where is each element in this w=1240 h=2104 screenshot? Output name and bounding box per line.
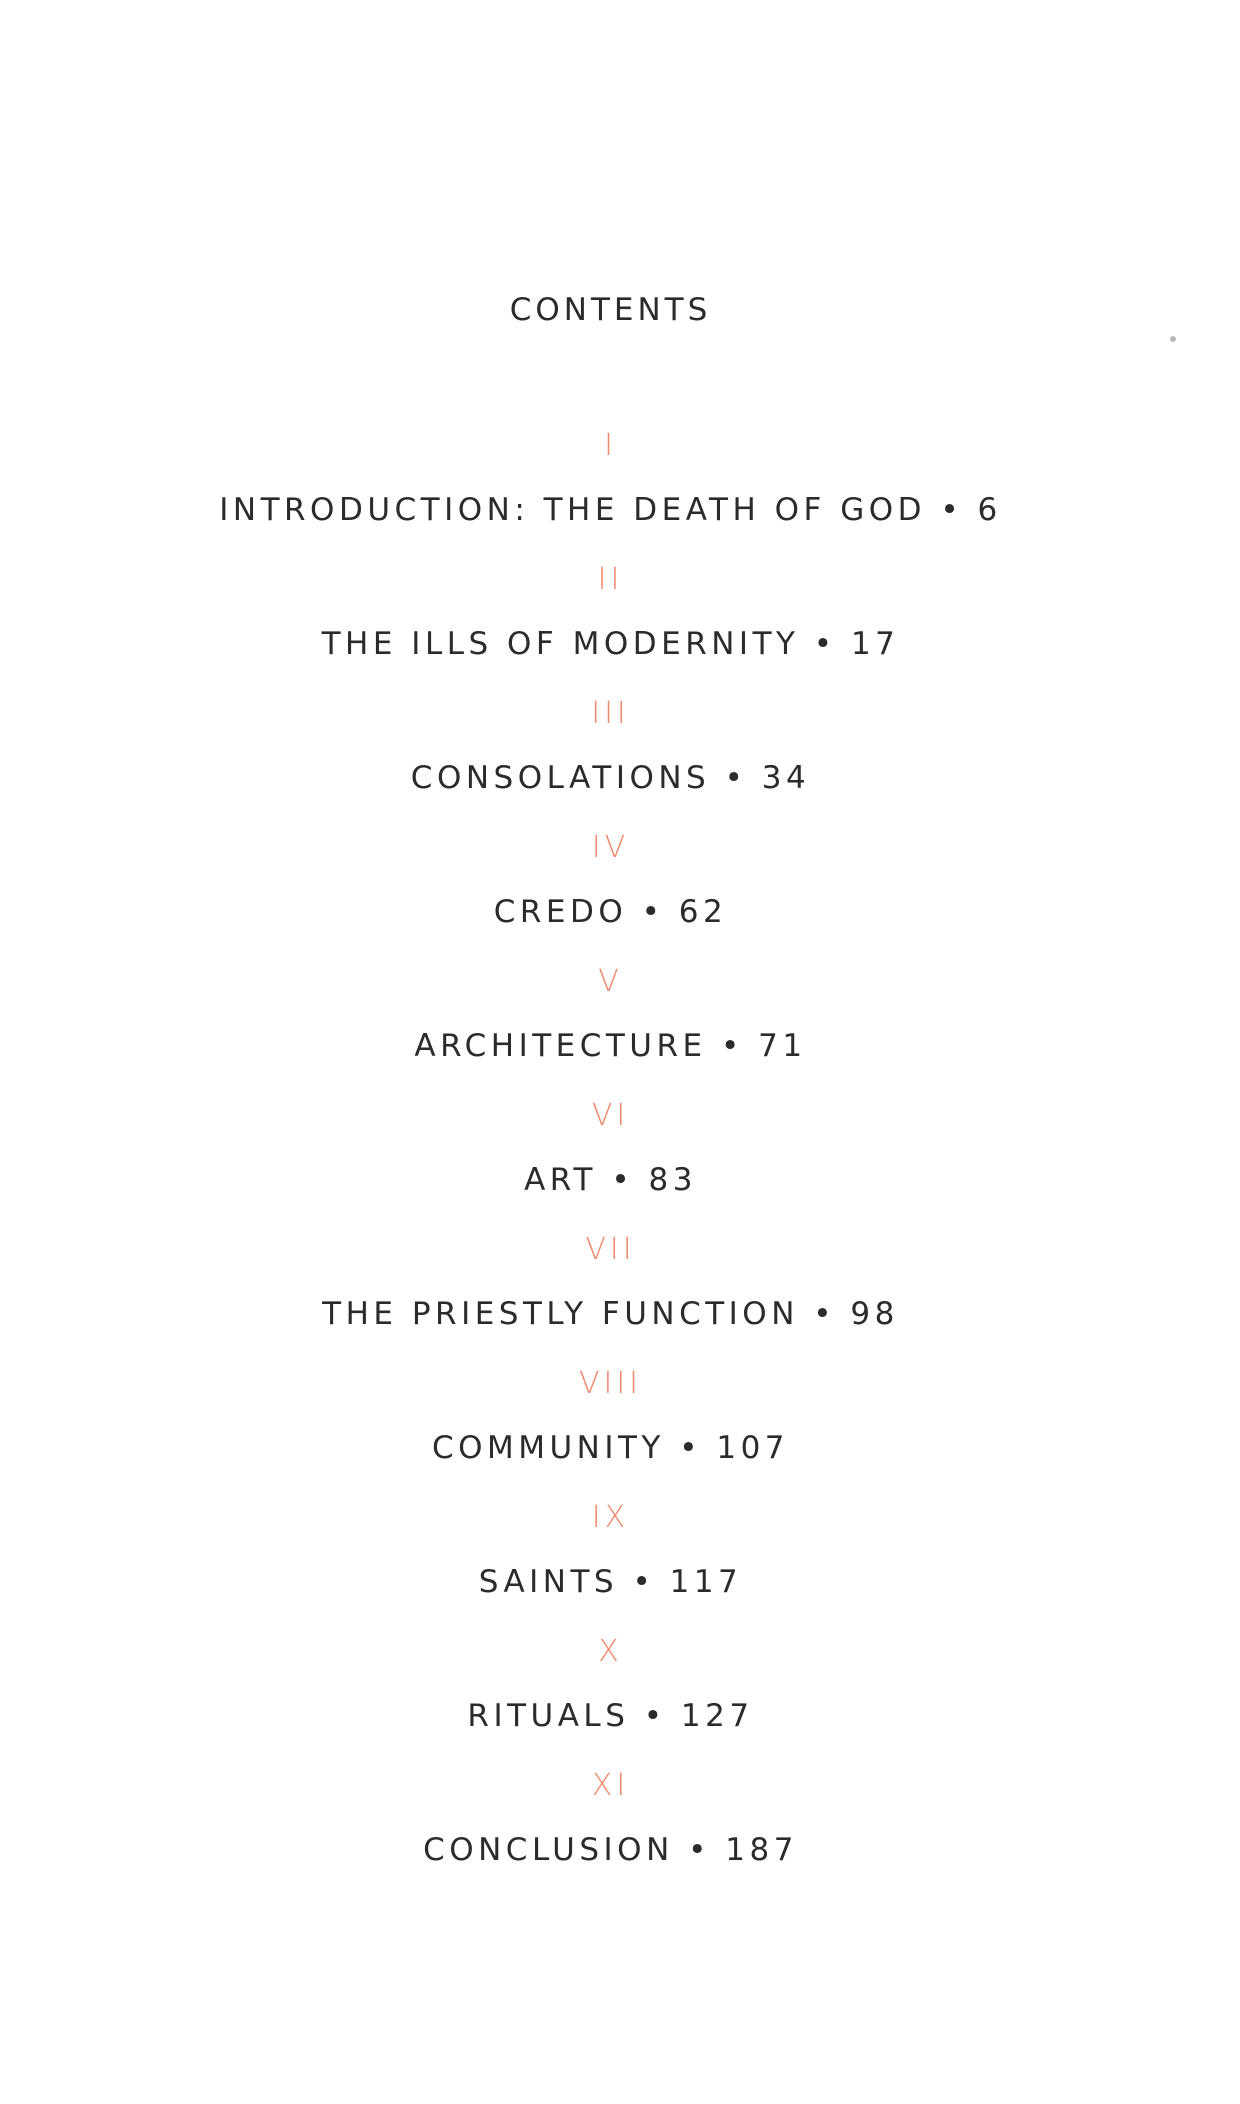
chapter-entry[interactable]: CONSOLATIONS • 34 (410, 760, 811, 796)
chapter-numeral: II (597, 562, 624, 597)
chapter-numeral: VII (585, 1232, 636, 1267)
chapter-entry[interactable]: THE PRIESTLY FUNCTION • 98 (322, 1296, 899, 1332)
chapter-numeral: XI (591, 1768, 630, 1803)
chapter-entry[interactable]: RITUALS • 127 (467, 1698, 754, 1734)
chapter-entry[interactable]: INTRODUCTION: THE DEATH OF GOD • 6 (219, 492, 1002, 528)
chapter-entry[interactable]: CREDO • 62 (493, 894, 728, 930)
chapter-numeral: X (598, 1634, 623, 1669)
chapter-numeral: IX (591, 1500, 630, 1535)
paper-speck (1170, 336, 1176, 342)
chapter-numeral: III (591, 696, 630, 731)
chapter-entry[interactable]: ART • 83 (524, 1162, 697, 1198)
chapter-entry[interactable]: COMMUNITY • 107 (431, 1430, 790, 1466)
chapter-numeral: VIII (578, 1366, 643, 1401)
chapter-entry[interactable]: THE ILLS OF MODERNITY • 17 (321, 626, 900, 662)
chapter-numeral: I (604, 428, 617, 463)
chapter-numeral: V (598, 964, 623, 999)
chapter-entry[interactable]: CONCLUSION • 187 (423, 1832, 798, 1868)
chapter-entry[interactable]: ARCHITECTURE • 71 (414, 1028, 807, 1064)
contents-heading: CONTENTS (509, 292, 712, 328)
chapter-numeral: IV (591, 830, 630, 865)
chapter-entry[interactable]: SAINTS • 117 (478, 1564, 743, 1600)
chapter-numeral: VI (591, 1098, 630, 1133)
